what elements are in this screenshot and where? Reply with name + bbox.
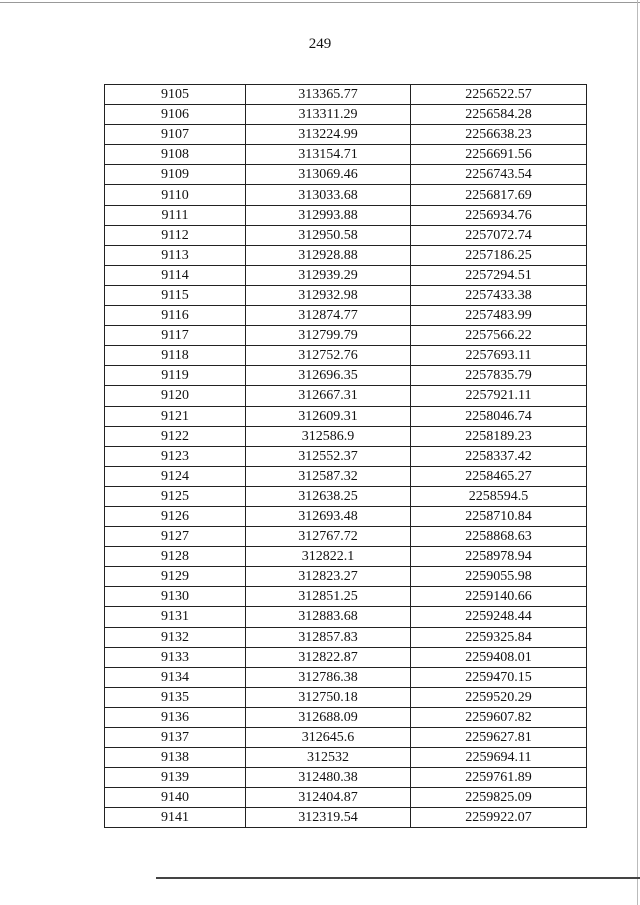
coordinates-table-body — [105, 85, 587, 828]
point-number-cell: 9107 — [105, 125, 246, 145]
y-coordinate-cell: 2259825.09 — [411, 788, 587, 808]
point-number-cell: 9122 — [105, 426, 246, 446]
point-number-cell: 9119 — [105, 366, 246, 386]
x-coordinate-cell: 312822.87 — [246, 647, 411, 667]
point-number-cell: 9128 — [105, 547, 246, 567]
table-row — [105, 306, 587, 326]
table-row — [105, 326, 587, 346]
table-row — [105, 225, 587, 245]
y-coordinate-cell: 2257294.51 — [411, 265, 587, 285]
y-coordinate-cell: 2257835.79 — [411, 366, 587, 386]
point-number-cell: 9116 — [105, 306, 246, 326]
table-row — [105, 486, 587, 506]
x-coordinate-cell: 312786.38 — [246, 667, 411, 687]
scan-top-edge — [0, 2, 640, 3]
point-number-cell: 9137 — [105, 728, 246, 748]
x-coordinate-cell: 312750.18 — [246, 687, 411, 707]
page-number: 249 — [308, 36, 332, 52]
y-coordinate-cell: 2257693.11 — [411, 346, 587, 366]
y-coordinate-cell: 2256522.57 — [411, 85, 587, 105]
scan-right-edge — [637, 0, 638, 905]
x-coordinate-cell: 312857.83 — [246, 627, 411, 647]
table-row — [105, 667, 587, 687]
x-coordinate-cell: 312667.31 — [246, 386, 411, 406]
y-coordinate-cell: 2257072.74 — [411, 225, 587, 245]
y-coordinate-cell: 2259470.15 — [411, 667, 587, 687]
table-row — [105, 728, 587, 748]
x-coordinate-cell: 312319.54 — [246, 808, 411, 828]
table-row — [105, 426, 587, 446]
y-coordinate-cell: 2256691.56 — [411, 145, 587, 165]
y-coordinate-cell: 2259627.81 — [411, 728, 587, 748]
table-row — [105, 285, 587, 305]
x-coordinate-cell: 312823.27 — [246, 567, 411, 587]
y-coordinate-cell: 2257483.99 — [411, 306, 587, 326]
point-number-cell: 9117 — [105, 326, 246, 346]
coordinates-table — [104, 84, 587, 828]
table-row — [105, 386, 587, 406]
y-coordinate-cell: 2258710.84 — [411, 506, 587, 526]
table-row — [105, 527, 587, 547]
table-row — [105, 647, 587, 667]
point-number-cell: 9139 — [105, 768, 246, 788]
x-coordinate-cell: 312609.31 — [246, 406, 411, 426]
table-row — [105, 446, 587, 466]
x-coordinate-cell: 313033.68 — [246, 185, 411, 205]
point-number-cell: 9120 — [105, 386, 246, 406]
table-row — [105, 547, 587, 567]
y-coordinate-cell: 2258337.42 — [411, 446, 587, 466]
table-row — [105, 687, 587, 707]
point-number-cell: 9115 — [105, 285, 246, 305]
table-row — [105, 607, 587, 627]
x-coordinate-cell: 312928.88 — [246, 245, 411, 265]
table-row — [105, 788, 587, 808]
y-coordinate-cell: 2257433.38 — [411, 285, 587, 305]
table-row — [105, 145, 587, 165]
x-coordinate-cell: 312799.79 — [246, 326, 411, 346]
point-number-cell: 9136 — [105, 707, 246, 727]
table-row — [105, 125, 587, 145]
table-row — [105, 85, 587, 105]
y-coordinate-cell: 2257186.25 — [411, 245, 587, 265]
point-number-cell: 9106 — [105, 105, 246, 125]
x-coordinate-cell: 312645.6 — [246, 728, 411, 748]
y-coordinate-cell: 2259325.84 — [411, 627, 587, 647]
point-number-cell: 9135 — [105, 687, 246, 707]
table-row — [105, 165, 587, 185]
point-number-cell: 9125 — [105, 486, 246, 506]
table-row — [105, 105, 587, 125]
y-coordinate-cell: 2258868.63 — [411, 527, 587, 547]
point-number-cell: 9123 — [105, 446, 246, 466]
point-number-cell: 9140 — [105, 788, 246, 808]
x-coordinate-cell: 312552.37 — [246, 446, 411, 466]
point-number-cell: 9129 — [105, 567, 246, 587]
x-coordinate-cell: 313069.46 — [246, 165, 411, 185]
x-coordinate-cell: 312874.77 — [246, 306, 411, 326]
table-row — [105, 808, 587, 828]
y-coordinate-cell: 2259055.98 — [411, 567, 587, 587]
y-coordinate-cell: 2258465.27 — [411, 466, 587, 486]
point-number-cell: 9124 — [105, 466, 246, 486]
x-coordinate-cell: 312480.38 — [246, 768, 411, 788]
y-coordinate-cell: 2258978.94 — [411, 547, 587, 567]
x-coordinate-cell: 312851.25 — [246, 587, 411, 607]
table-row — [105, 506, 587, 526]
y-coordinate-cell: 2258189.23 — [411, 426, 587, 446]
y-coordinate-cell: 2256934.76 — [411, 205, 587, 225]
table-row — [105, 587, 587, 607]
table-row — [105, 768, 587, 788]
point-number-cell: 9127 — [105, 527, 246, 547]
x-coordinate-cell: 312939.29 — [246, 265, 411, 285]
point-number-cell: 9105 — [105, 85, 246, 105]
table-row — [105, 366, 587, 386]
point-number-cell: 9133 — [105, 647, 246, 667]
x-coordinate-cell: 312404.87 — [246, 788, 411, 808]
table-row — [105, 205, 587, 225]
x-coordinate-cell: 312950.58 — [246, 225, 411, 245]
x-coordinate-cell: 312688.09 — [246, 707, 411, 727]
table-row — [105, 185, 587, 205]
point-number-cell: 9134 — [105, 667, 246, 687]
x-coordinate-cell: 312883.68 — [246, 607, 411, 627]
point-number-cell: 9131 — [105, 607, 246, 627]
y-coordinate-cell: 2259520.29 — [411, 687, 587, 707]
x-coordinate-cell: 312932.98 — [246, 285, 411, 305]
y-coordinate-cell: 2259694.11 — [411, 748, 587, 768]
y-coordinate-cell: 2258594.5 — [411, 486, 587, 506]
point-number-cell: 9118 — [105, 346, 246, 366]
y-coordinate-cell: 2257921.11 — [411, 386, 587, 406]
point-number-cell: 9138 — [105, 748, 246, 768]
point-number-cell: 9130 — [105, 587, 246, 607]
y-coordinate-cell: 2259922.07 — [411, 808, 587, 828]
table-row — [105, 346, 587, 366]
x-coordinate-cell: 313154.71 — [246, 145, 411, 165]
x-coordinate-cell: 313365.77 — [246, 85, 411, 105]
y-coordinate-cell: 2259607.82 — [411, 707, 587, 727]
point-number-cell: 9109 — [105, 165, 246, 185]
x-coordinate-cell: 312532 — [246, 748, 411, 768]
table-row — [105, 707, 587, 727]
point-number-cell: 9114 — [105, 265, 246, 285]
y-coordinate-cell: 2259408.01 — [411, 647, 587, 667]
x-coordinate-cell: 312696.35 — [246, 366, 411, 386]
y-coordinate-cell: 2257566.22 — [411, 326, 587, 346]
y-coordinate-cell: 2256638.23 — [411, 125, 587, 145]
point-number-cell: 9132 — [105, 627, 246, 647]
point-number-cell: 9126 — [105, 506, 246, 526]
table-row — [105, 265, 587, 285]
table-row — [105, 406, 587, 426]
x-coordinate-cell: 312586.9 — [246, 426, 411, 446]
x-coordinate-cell: 312587.32 — [246, 466, 411, 486]
footer-rule — [156, 877, 640, 879]
point-number-cell: 9110 — [105, 185, 246, 205]
point-number-cell: 9108 — [105, 145, 246, 165]
x-coordinate-cell: 312822.1 — [246, 547, 411, 567]
table-row — [105, 466, 587, 486]
y-coordinate-cell: 2259248.44 — [411, 607, 587, 627]
x-coordinate-cell: 312752.76 — [246, 346, 411, 366]
table-row — [105, 245, 587, 265]
y-coordinate-cell: 2256584.28 — [411, 105, 587, 125]
table-row — [105, 627, 587, 647]
x-coordinate-cell: 313311.29 — [246, 105, 411, 125]
table-row — [105, 567, 587, 587]
x-coordinate-cell: 312993.88 — [246, 205, 411, 225]
point-number-cell: 9141 — [105, 808, 246, 828]
y-coordinate-cell: 2258046.74 — [411, 406, 587, 426]
point-number-cell: 9113 — [105, 245, 246, 265]
y-coordinate-cell: 2259140.66 — [411, 587, 587, 607]
y-coordinate-cell: 2256817.69 — [411, 185, 587, 205]
y-coordinate-cell: 2256743.54 — [411, 165, 587, 185]
x-coordinate-cell: 312767.72 — [246, 527, 411, 547]
x-coordinate-cell: 313224.99 — [246, 125, 411, 145]
x-coordinate-cell: 312638.25 — [246, 486, 411, 506]
point-number-cell: 9111 — [105, 205, 246, 225]
y-coordinate-cell: 2259761.89 — [411, 768, 587, 788]
x-coordinate-cell: 312693.48 — [246, 506, 411, 526]
point-number-cell: 9112 — [105, 225, 246, 245]
point-number-cell: 9121 — [105, 406, 246, 426]
table-row — [105, 748, 587, 768]
